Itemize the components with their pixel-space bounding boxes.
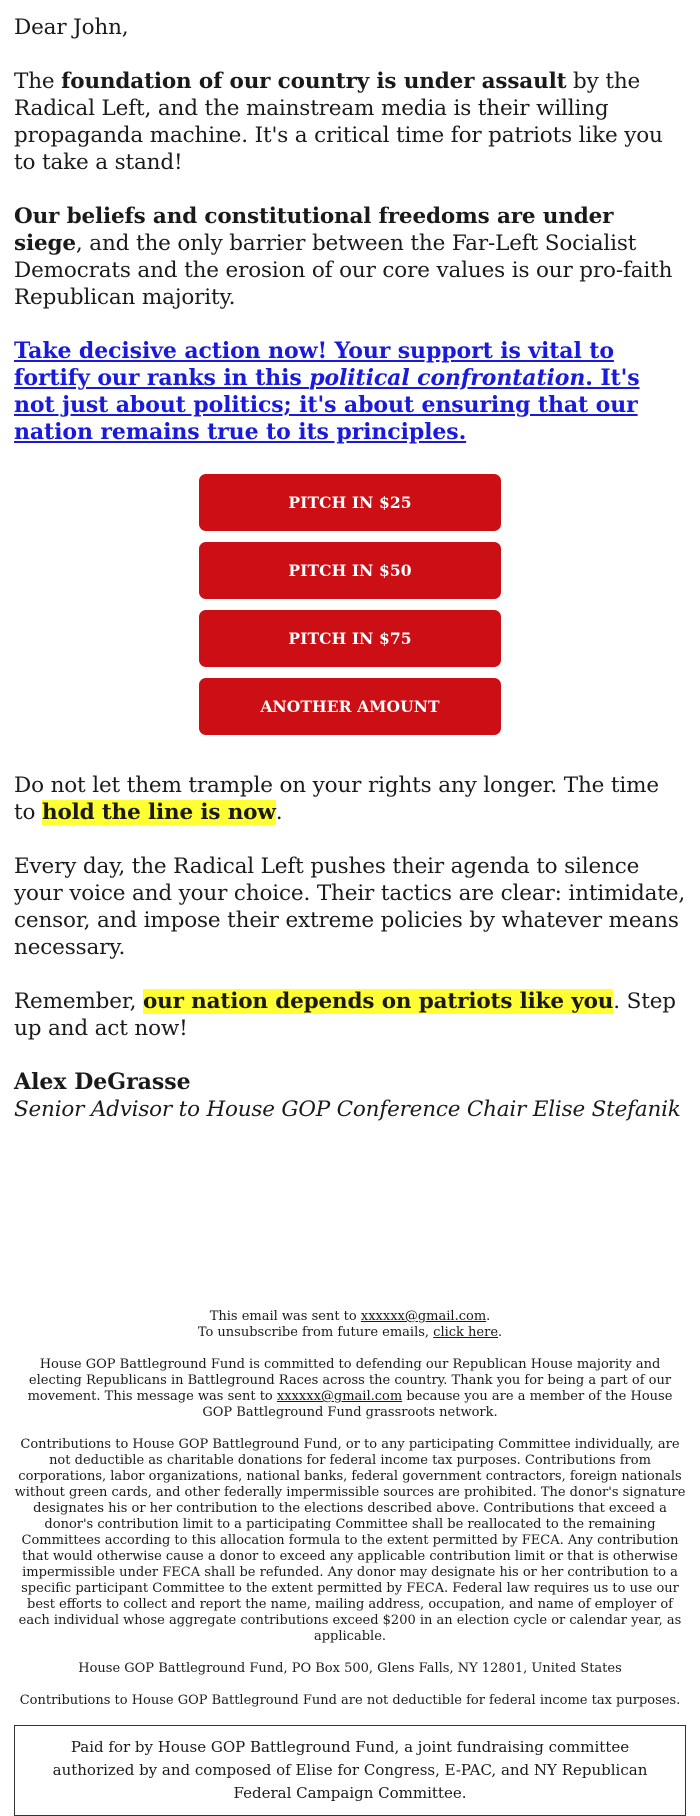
paid-for-box: Paid for by House GOP Battleground Fund, a joint fundraising committee authorized by and composed of Elise for Congress, E-PAC, and NY Republican Federal Campaign Committee. xyxy=(14,1725,686,1816)
cta-pre: Take decisive action now! Your support is vital to fortify our ranks in this xyxy=(14,338,614,391)
paragraph-hold-the-line xyxy=(14,772,686,826)
pitch-in-50-button[interactable]: PITCH IN $50 xyxy=(199,542,501,599)
para3-highlight: hold the line is now xyxy=(41,800,276,825)
footer-mission xyxy=(14,1357,686,1421)
pitch-in-25-button[interactable]: PITCH IN $25 xyxy=(199,474,501,531)
unsub-post: . xyxy=(498,1325,503,1340)
unsub-pre: To unsubscribe from future emails, xyxy=(197,1325,434,1340)
mission-email-link[interactable]: xxxxxx@gmail.com xyxy=(276,1389,403,1404)
para2-post: , and the only barrier between the Far-Left Socialist Democrats and the erosion of our core values is our pro-faith Republican majority. xyxy=(14,231,673,310)
para1-post: by the Radical Left, and the mainstream media is their willing propaganda machine. It's a critical time for patriots like you to take a stand! xyxy=(14,69,663,175)
mission-pre: House GOP Battleground Fund is committed to defending our Republican House majority and electing Republicans in Battleground Races across the country. Thank you for being a part of our movement. This message was sent to xyxy=(27,1357,672,1404)
para1-bold: foundation of our country is under assault xyxy=(61,69,567,94)
recipient-email-link[interactable]: xxxxxx@gmail.com xyxy=(360,1309,487,1324)
email-footer xyxy=(14,1309,686,1816)
donation-buttons xyxy=(14,474,686,746)
footer-not-deductible: Contributions to House GOP Battleground Fund are not deductible for federal income tax purposes. xyxy=(19,1693,681,1708)
footer-address: House GOP Battleground Fund, PO Box 500, Glens Falls, NY 12801, United States xyxy=(78,1661,622,1676)
paragraph-beliefs xyxy=(14,203,686,311)
para2-bold: Our beliefs and constitutional freedoms are under siege xyxy=(14,204,614,256)
mission-post: because you are a member of the House GOP Battleground Fund grassroots network. xyxy=(202,1389,673,1420)
pitch-in-75-button[interactable]: PITCH IN $75 xyxy=(199,610,501,667)
cta-italic: political confrontation xyxy=(309,365,586,391)
para5-pre: Remember, xyxy=(14,989,143,1014)
footer-disclaimer: Contributions to House GOP Battleground Fund, or to any participating Committee individually, are not deductible as charitable donations for federal income tax purposes. Contributions from corporations, labor organizations, national banks, federal government contractors, foreign nationals without green cards, and other federally impermissible sources are prohibited. The donor's signature designates his or her contribution to the elections described above. Contributions that exceed a donor's contribution limit to a participating Committee shall be reallocated to the remaining Committees according to this allocation formula to the extent permitted by FECA. Any contribution that would otherwise cause a donor to exceed any applicable contribution limit or that is otherwise impermissible under FECA shall be refunded. Any donor may designate his or her contribution to a specific participant Committee to the extent permitted by FECA. Federal law requires us to use our best efforts to collect and report the name, mailing address, occupation, and name of employer of each individual whose aggregate contributions exceed $200 in an election cycle or calendar year, as applicable. xyxy=(14,1437,686,1644)
take-action-link[interactable] xyxy=(14,338,686,446)
paragraph-remember xyxy=(14,988,686,1042)
para3-pre: Do not let them trample on your rights any longer. The time to xyxy=(14,773,659,825)
another-amount-button[interactable]: ANOTHER AMOUNT xyxy=(199,678,501,735)
paragraph-every-day: Every day, the Radical Left pushes their agenda to silence your voice and your choice. Their tactics are clear: intimidate, censor, and impose their extreme policies by whatever means necessary. xyxy=(14,854,686,960)
para5-highlight: our nation depends on patriots like you xyxy=(142,989,614,1014)
footer-recipient xyxy=(14,1309,686,1341)
para1-pre: The xyxy=(14,69,62,94)
para3-post: . xyxy=(275,800,283,825)
unsubscribe-link[interactable]: click here xyxy=(433,1325,499,1340)
signature-title: Senior Advisor to House GOP Conference Chair Elise Stefanik xyxy=(14,1097,681,1122)
greeting: Dear John, xyxy=(14,15,129,40)
sent-pre: This email was sent to xyxy=(209,1309,361,1324)
para5-post: . Step up and act now! xyxy=(14,989,676,1041)
signature-name: Alex DeGrasse xyxy=(14,1069,191,1095)
cta-post: . It's not just about politics; it's about ensuring that our nation remains true to its principles. xyxy=(14,365,640,445)
sent-post: . xyxy=(486,1309,491,1324)
paragraph-foundation xyxy=(14,68,686,176)
